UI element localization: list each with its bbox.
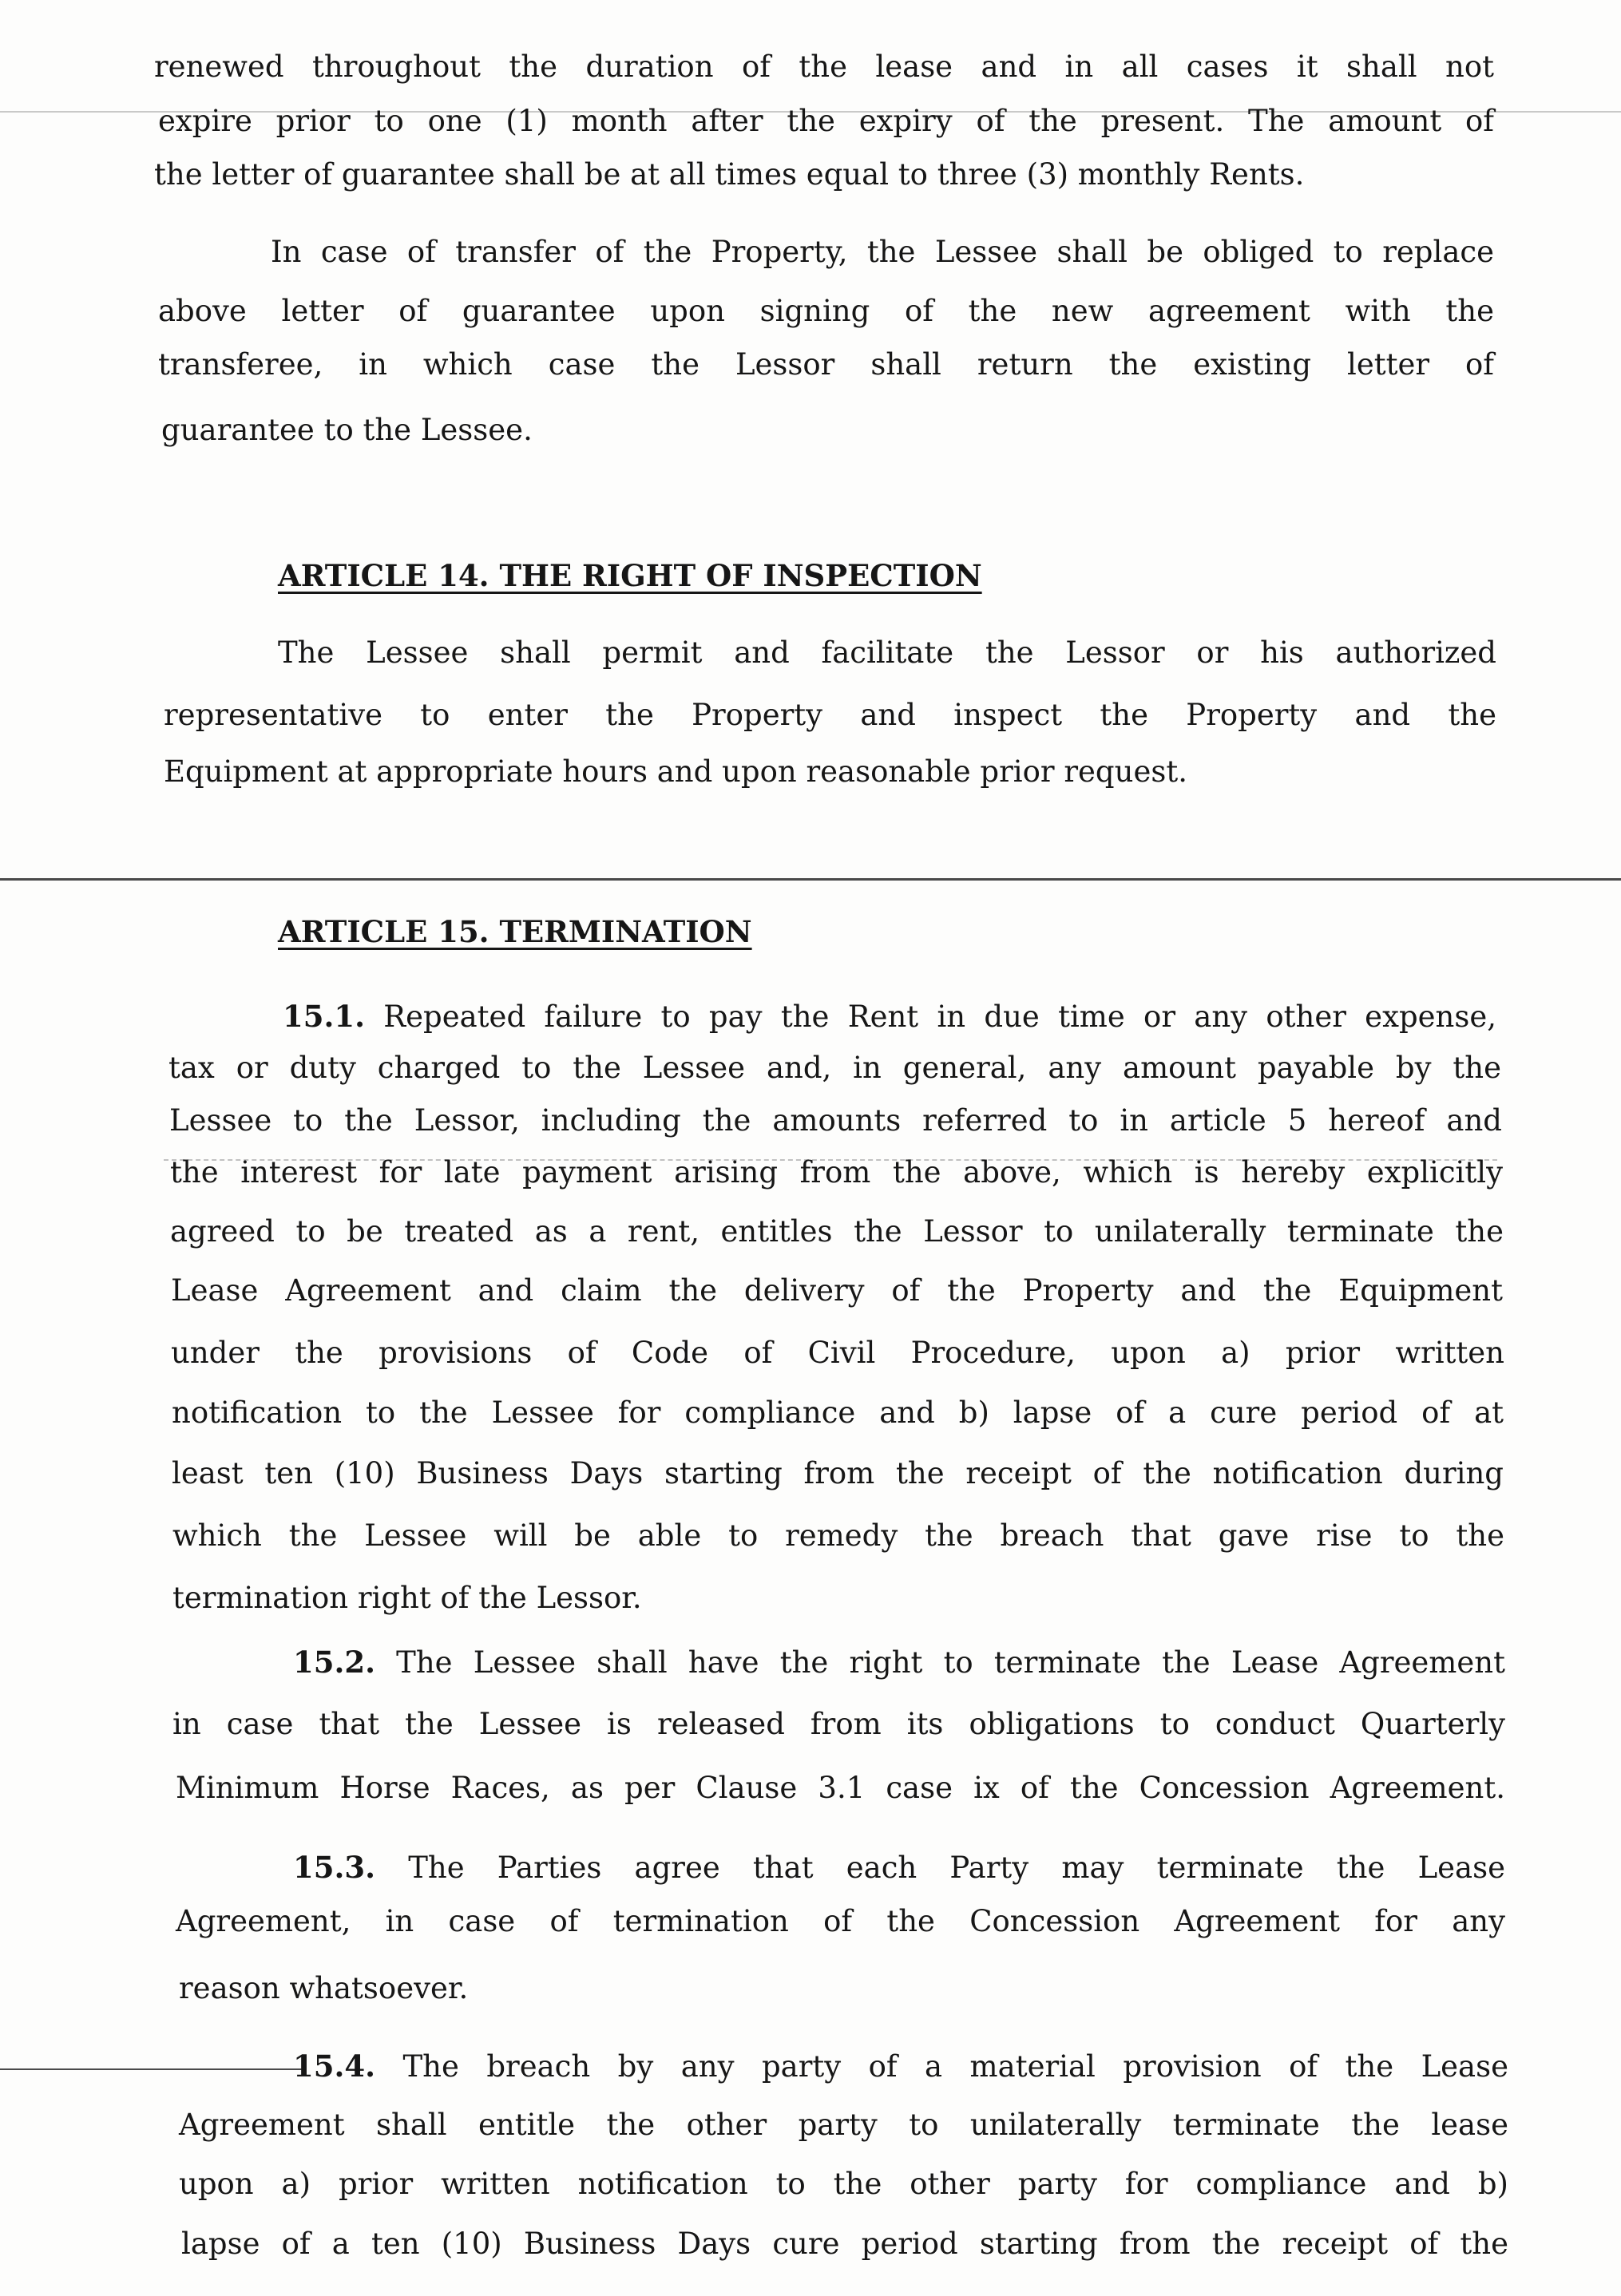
paragraph-line: renewed throughout the duration of the lease and in all cases it shall not — [154, 49, 1494, 84]
paragraph-line: termination right of the Lessor. — [172, 1581, 642, 1615]
paragraph-line: under the provisions of Code of Civil Procedure, upon a) prior written — [171, 1336, 1504, 1370]
paragraph-line: reason whatsoever. — [179, 1971, 469, 2005]
paragraph-line: Lease Agreement and claim the delivery of the Property and the Equipment — [171, 1273, 1503, 1308]
paragraph-line: guarantee to the Lessee. — [161, 413, 533, 447]
article-heading: ARTICLE 14. THE RIGHT OF INSPECTION — [278, 558, 982, 593]
clause-text: The Parties agree that each Party may terminate the Lease — [408, 1851, 1505, 1885]
paragraph-line: least ten (10) Business Days starting from the receipt of the notification during — [172, 1456, 1504, 1490]
paragraph-line: The Lessee shall permit and facilitate the Lessor or his authorized — [278, 635, 1496, 670]
paragraph-line: In case of transfer of the Property, the Lessee shall be obliged to replace — [271, 235, 1494, 269]
paragraph-line: Lessee to the Lessor, including the amounts referred to in article 5 hereof and — [169, 1103, 1502, 1138]
scan-artifact-line — [0, 2068, 303, 2070]
paragraph-line: the letter of guarantee shall be at all times equal to three (3) monthly Rents. — [154, 157, 1305, 192]
clause-first-line — [293, 1642, 1505, 1682]
clause-number: 15.2. — [293, 1645, 375, 1680]
paragraph-line: Equipment at appropriate hours and upon reasonable prior request. — [164, 754, 1187, 789]
paragraph-line: expire prior to one (1) month after the expiry of the present. The amount of — [158, 104, 1494, 138]
clause-text: The breach by any party of a material provision of the Lease — [402, 2049, 1508, 2084]
clause-first-line — [293, 1847, 1505, 1887]
paragraph-line: upon a) prior written notification to the other party for compliance and b) — [179, 2167, 1508, 2201]
clause-first-line — [293, 2046, 1508, 2086]
clause-first-line — [283, 996, 1496, 1036]
paragraph-line: Agreement, in case of termination of the Concession Agreement for any — [176, 1904, 1505, 1938]
clause-number: 15.4. — [293, 2049, 375, 2084]
clause-text: Repeated failure to pay the Rent in due time or any other expense, — [383, 1000, 1496, 1034]
clause-text: The Lessee shall have the right to terminate the Lease Agreement — [396, 1645, 1505, 1680]
paragraph-line: lapse of a ten (10) Business Days cure period starting from the receipt of the — [181, 2227, 1508, 2261]
clause-number: 15.1. — [283, 999, 365, 1034]
paragraph-line: above letter of guarantee upon signing of the new agreement with the — [158, 294, 1494, 328]
paragraph-line: the interest for late payment arising from the above, which is hereby explicitly — [170, 1155, 1503, 1190]
paragraph-line: tax or duty charged to the Lessee and, in general, any amount payable by the — [168, 1051, 1501, 1085]
paragraph-line: transferee, in which case the Lessor shall return the existing letter of — [158, 347, 1494, 382]
article-heading: ARTICLE 15. TERMINATION — [278, 914, 752, 949]
paragraph-line: which the Lessee will be able to remedy the breach that gave rise to the — [172, 1518, 1504, 1553]
paragraph-line: notification to the Lessee for compliance and b) lapse of a cure period of at — [172, 1395, 1504, 1430]
paragraph-line: in case that the Lessee is released from its obligations to conduct Quarterly — [172, 1707, 1505, 1741]
scan-artifact-line — [0, 878, 1621, 881]
paragraph-line: agreed to be treated as a rent, entitles the Lessor to unilaterally terminate the — [170, 1214, 1504, 1249]
paragraph-line: Agreement shall entitle the other party to unilaterally terminate the lease — [179, 2108, 1508, 2142]
paragraph-line: Minimum Horse Races, as per Clause 3.1 case ix of the Concession Agreement. — [176, 1771, 1505, 1805]
paragraph-line: representative to enter the Property and inspect the Property and the — [164, 698, 1496, 732]
clause-number: 15.3. — [293, 1850, 375, 1885]
